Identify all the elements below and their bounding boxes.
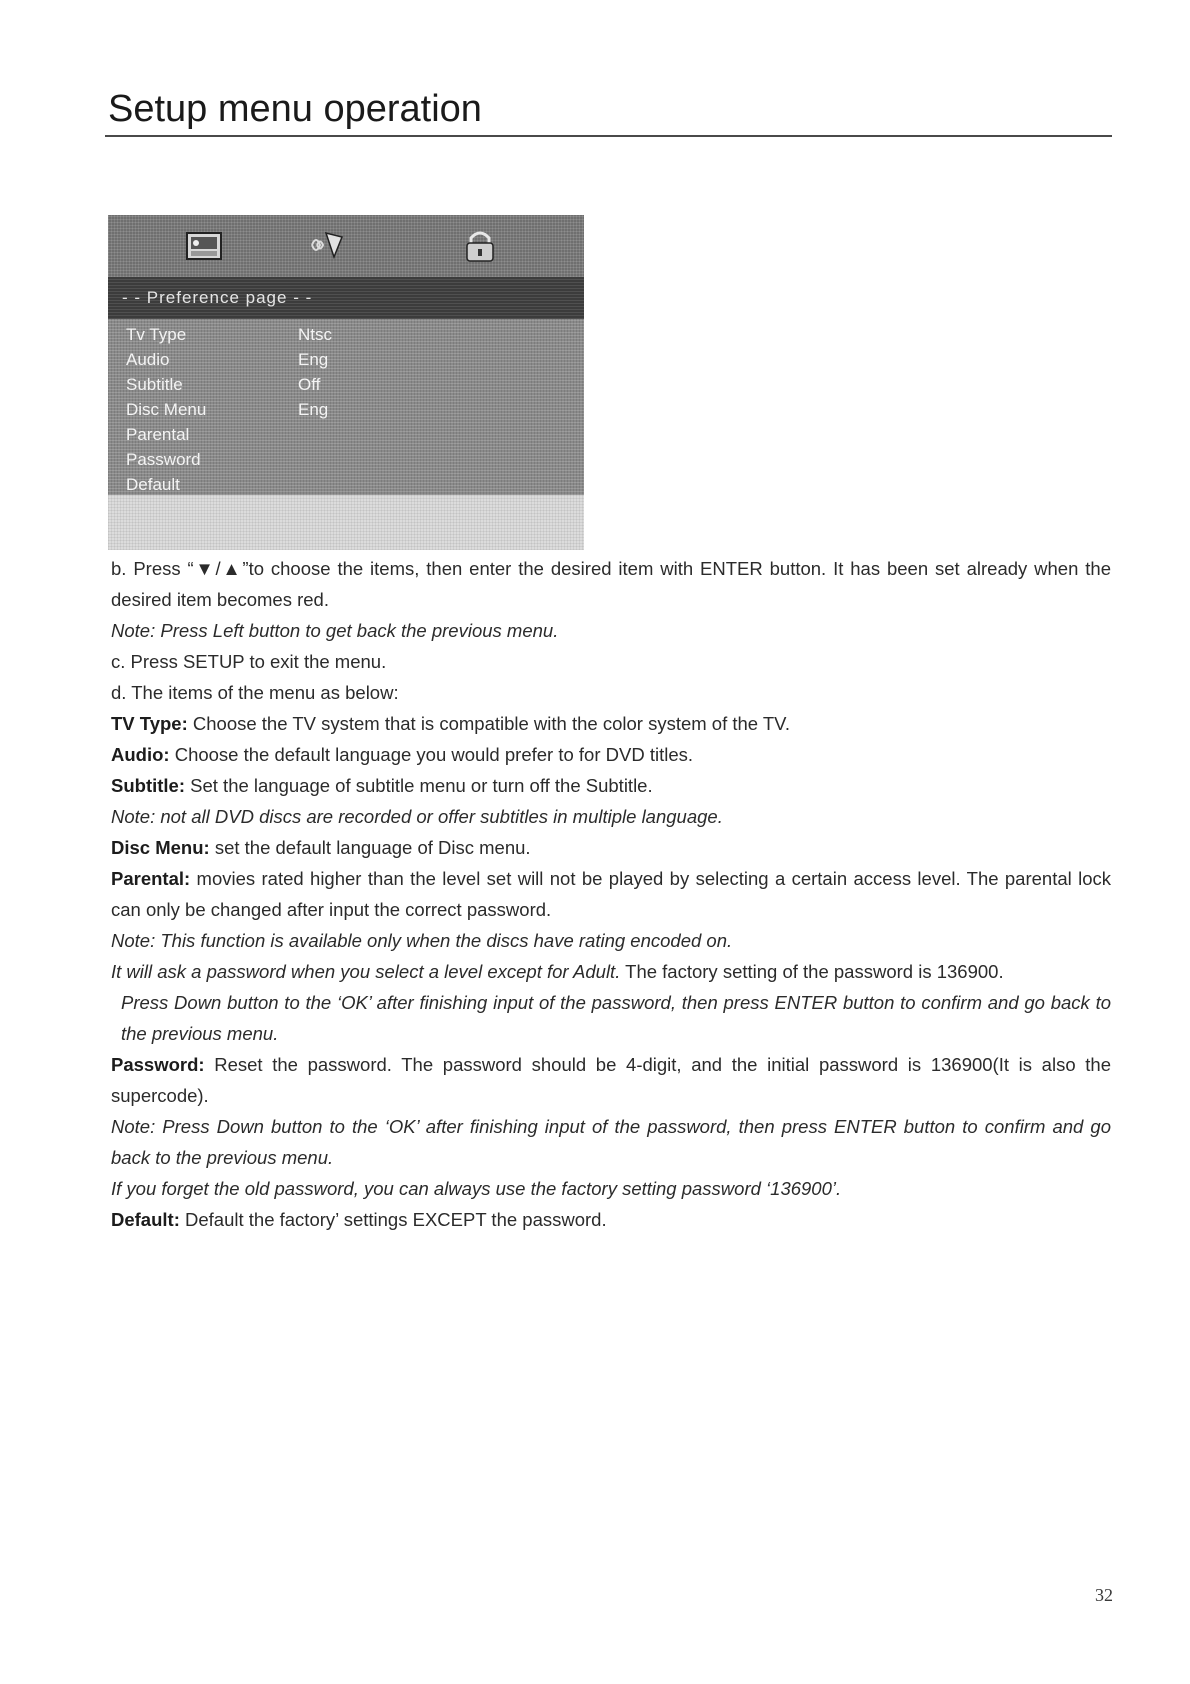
- note-subtitle: Note: not all DVD discs are recorded or offer subtitles in multiple language.: [111, 806, 723, 827]
- step-b: b. Press “▼/▲”to choose the items, then enter the desired item with ENTER button. It has been set already when the desired item becomes red.: [111, 558, 1111, 610]
- page-title: Setup menu operation: [108, 88, 482, 130]
- press-down-note: Press Down button to the ‘OK’ after finishing input of the password, then press ENTER button to confirm and go back to the previous menu.: [121, 992, 1111, 1044]
- term-desc: set the default language of Disc menu.: [209, 837, 531, 858]
- title-divider: [105, 135, 1112, 137]
- term-desc: Set the language of subtitle menu or turn off the Subtitle.: [185, 775, 653, 796]
- osd-row-label: Default: [126, 475, 180, 494]
- preference-lock-icon: [460, 227, 500, 263]
- osd-row-default: [108, 471, 584, 497]
- adult-italic: It will ask a password when you select a level except for Adult.: [111, 961, 621, 982]
- osd-row-disc-menu: [108, 396, 584, 422]
- osd-row-tv-type: [108, 321, 584, 347]
- term-label: Disc Menu:: [111, 837, 210, 858]
- term-label: Default:: [111, 1209, 180, 1230]
- item-default: [111, 1204, 1111, 1235]
- instructions-body: [111, 553, 1111, 1235]
- term-label: TV Type:: [111, 713, 188, 734]
- osd-bottom-area: [108, 495, 584, 550]
- osd-icon-bar: [108, 215, 584, 277]
- term-label: Parental:: [111, 868, 191, 889]
- item-subtitle: [111, 770, 1111, 801]
- osd-row-parental: [108, 421, 584, 447]
- osd-row-password: [108, 446, 584, 472]
- item-audio: [111, 739, 1111, 770]
- term-label: Password:: [111, 1054, 205, 1075]
- audio-setup-icon: [308, 227, 348, 263]
- osd-menu-list: [108, 319, 584, 495]
- term-desc: Reset the password. The password should be 4-digit, and the initial password is 136900(It is also the supercode).: [111, 1054, 1111, 1106]
- item-parental: [111, 863, 1111, 925]
- term-desc: Choose the TV system that is compatible with the color system of the TV.: [187, 713, 790, 734]
- osd-row-value: Eng: [298, 350, 329, 369]
- osd-row-label: Disc Menu: [126, 400, 207, 419]
- osd-row-label: Subtitle: [126, 375, 183, 394]
- osd-menu-screenshot: [108, 215, 584, 550]
- general-setup-icon: [184, 227, 224, 263]
- osd-row-label: Password: [126, 450, 201, 469]
- term-desc: Default the factory’ settings EXCEPT the password.: [179, 1209, 607, 1230]
- term-desc: Choose the default language you would prefer to for DVD titles.: [169, 744, 694, 765]
- adult-plain: The factory setting of the password is 136900.: [620, 961, 1004, 982]
- note-left-button: Note: Press Left button to get back the previous menu.: [111, 620, 559, 641]
- step-d: d. The items of the menu as below:: [111, 682, 399, 703]
- osd-row-audio: [108, 346, 584, 372]
- item-disc-menu: [111, 832, 1111, 863]
- step-c: c. Press SETUP to exit the menu.: [111, 651, 387, 672]
- adult-password-note: [111, 956, 1111, 987]
- osd-row-subtitle: [108, 371, 584, 397]
- osd-row-label: Tv Type: [126, 325, 187, 344]
- term-desc: movies rated higher than the level set will not be played by selecting a certain access level. The parental lock can only be changed after input the correct password.: [111, 868, 1111, 920]
- osd-row-label: Audio: [126, 350, 170, 369]
- item-password: [111, 1049, 1111, 1111]
- note-password: Note: Press Down button to the ‘OK’ after finishing input of the password, then press ENTER button to confirm and go back to the previous menu.: [111, 1116, 1111, 1168]
- forget-password-note: If you forget the old password, you can always use the factory setting password ‘136900’.: [111, 1178, 842, 1199]
- osd-row-value: Eng: [298, 400, 329, 419]
- osd-page-label: - - Preference page - -: [122, 288, 313, 307]
- osd-row-label: Parental: [126, 425, 190, 444]
- osd-row-value: Ntsc: [298, 325, 332, 344]
- osd-page-band: [108, 277, 584, 319]
- term-label: Audio:: [111, 744, 170, 765]
- item-tv-type: [111, 708, 1111, 739]
- page-number: 32: [1095, 1585, 1113, 1605]
- note-parental: Note: This function is available only when the discs have rating encoded on.: [111, 930, 733, 951]
- term-label: Subtitle:: [111, 775, 185, 796]
- osd-row-value: Off: [298, 375, 321, 394]
